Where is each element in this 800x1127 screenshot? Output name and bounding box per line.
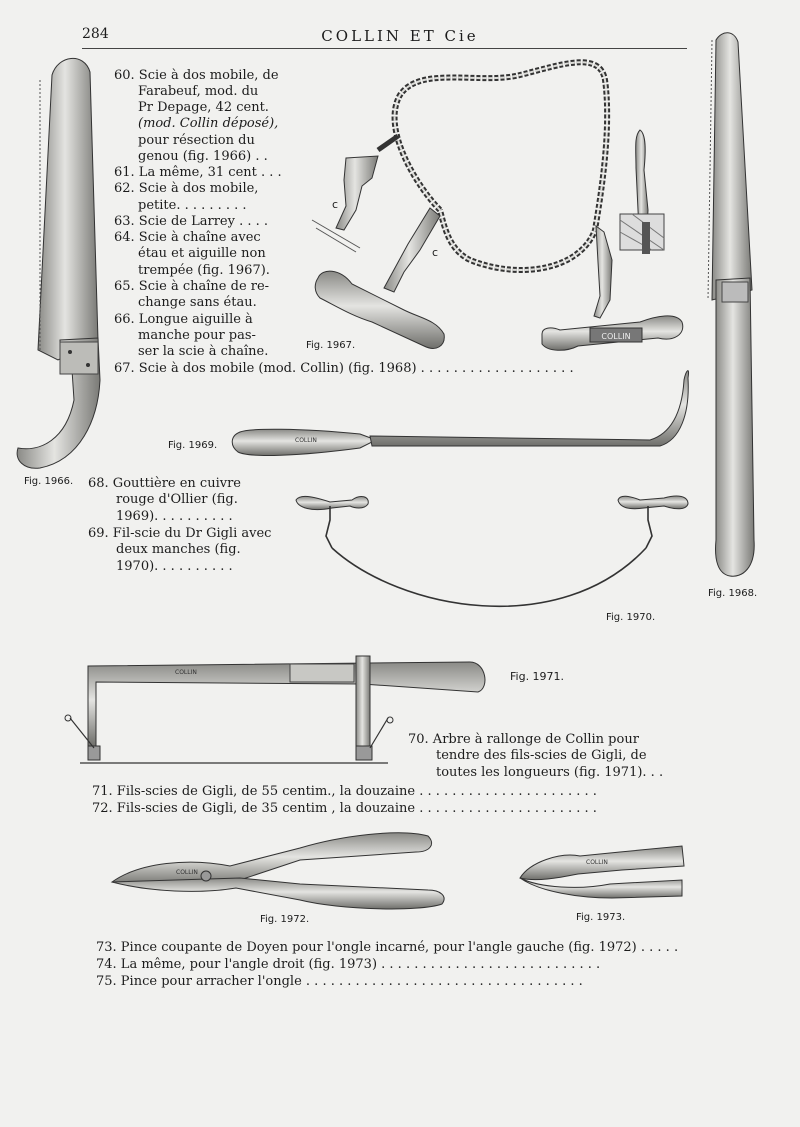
fig-1969-gouge (232, 371, 688, 456)
entry-64-line: 64. Scie à chaîne avec (114, 230, 261, 245)
entry-69-line: 1970). . . . . . . . . . (116, 559, 233, 574)
entry-65-line: change sans étau. (138, 295, 257, 310)
entry-60-line: 60. Scie à dos mobile, de (114, 68, 279, 83)
entry-60-line: genou (fig. 1966) . . (138, 149, 268, 164)
caption-fig-1971: Fig. 1971. (510, 670, 565, 683)
fig-1973-mark: COLLIN (586, 859, 608, 866)
page-header-title: COLLIN ET Cie (321, 27, 479, 45)
fig-1972-pincer (112, 833, 444, 909)
entry-68-line: rouge d'Ollier (fig. (116, 492, 238, 507)
fig-1967-chain-saw (312, 62, 683, 350)
caption-fig-1972: Fig. 1972. (260, 914, 310, 925)
label-c-clamp: c (332, 198, 339, 211)
caption-fig-1969: Fig. 1969. (168, 440, 218, 451)
entry-68-line: 68. Gouttière en cuivre (88, 476, 241, 491)
entry-64-line: étau et aiguille non (138, 246, 266, 261)
fig-1969-handle-mark: COLLIN (295, 437, 317, 444)
entry-74: 74. La même, pour l'angle droit (fig. 1973) . . . . . . . . . . . . . . . . . . . . . . . . . . . (96, 957, 601, 972)
entry-71: 71. Fils-scies de Gigli, de 55 centim., la douzaine . . . . . . . . . . . . . . . . . . . . . . (92, 784, 597, 799)
entry-64-line: trempée (fig. 1967). (138, 263, 270, 278)
entry-62-line: 62. Scie à dos mobile, (114, 181, 259, 196)
entry-66-line: manche pour pas- (138, 328, 256, 343)
entry-70-line: toutes les longueurs (fig. 1971). . . (436, 765, 664, 780)
fig-1966-saw (17, 58, 100, 468)
fig-1971-mark: COLLIN (175, 669, 197, 676)
caption-fig-1973: Fig. 1973. (576, 912, 626, 923)
fig-1970-gigli-saw (296, 496, 688, 606)
entry-73: 73. Pince coupante de Doyen pour l'ongle incarné, pour l'angle gauche (fig. 1972) . . . . . (96, 940, 679, 955)
entry-68-line: 1969). . . . . . . . . . (116, 509, 233, 524)
page-number: 284 (82, 26, 109, 42)
entry-69-line: 69. Fil-scie du Dr Gigli avec (88, 526, 272, 541)
entry-61: 61. La même, 31 cent . . . (114, 165, 282, 180)
caption-fig-1966: Fig. 1966. (24, 476, 74, 487)
entry-70-line: 70. Arbre à rallonge de Collin pour (408, 732, 639, 747)
fig-1973-pincer (520, 846, 684, 898)
label-c-handle: c (432, 246, 439, 259)
entry-65-line: 65. Scie à chaîne de re- (114, 279, 270, 294)
entry-60-line: Pr Depage, 42 cent. (138, 100, 269, 115)
entry-72: 72. Fils-scies de Gigli, de 35 centim , la douzaine . . . . . . . . . . . . . . . . . . . . . . (92, 801, 597, 816)
entry-60-line: pour résection du (138, 133, 255, 148)
entry-63: 63. Scie de Larrey . . . . (114, 214, 269, 229)
entry-67: 67. Scie à dos mobile (mod. Collin) (fig. 1968) . . . . . . . . . . . . . . . . . . . (114, 361, 574, 376)
entry-60-line: Farabeuf, mod. du (138, 84, 259, 99)
caption-fig-1970: Fig. 1970. (606, 612, 656, 623)
entry-70-line: tendre des fils-scies de Gigli, de (436, 748, 647, 763)
entry-66-line: 66. Longue aiguille à (114, 312, 253, 327)
entry-66-line: ser la scie à chaîne. (138, 344, 269, 359)
fig-1967-handle-mark: COLLIN (601, 332, 631, 341)
fig-1972-mark: COLLIN (176, 869, 198, 876)
caption-fig-1968: Fig. 1968. (708, 588, 758, 599)
fig-1968-saw (708, 33, 754, 577)
entry-60-line: (mod. Collin déposé), (138, 116, 279, 131)
entry-69-line: deux manches (fig. (116, 542, 241, 557)
caption-fig-1967: Fig. 1967. (306, 340, 356, 351)
entry-62-line: petite. . . . . . . . . (138, 198, 247, 213)
entry-75: 75. Pince pour arracher l'ongle . . . . . . . . . . . . . . . . . . . . . . . . . . . . . . . . . . (96, 974, 583, 989)
